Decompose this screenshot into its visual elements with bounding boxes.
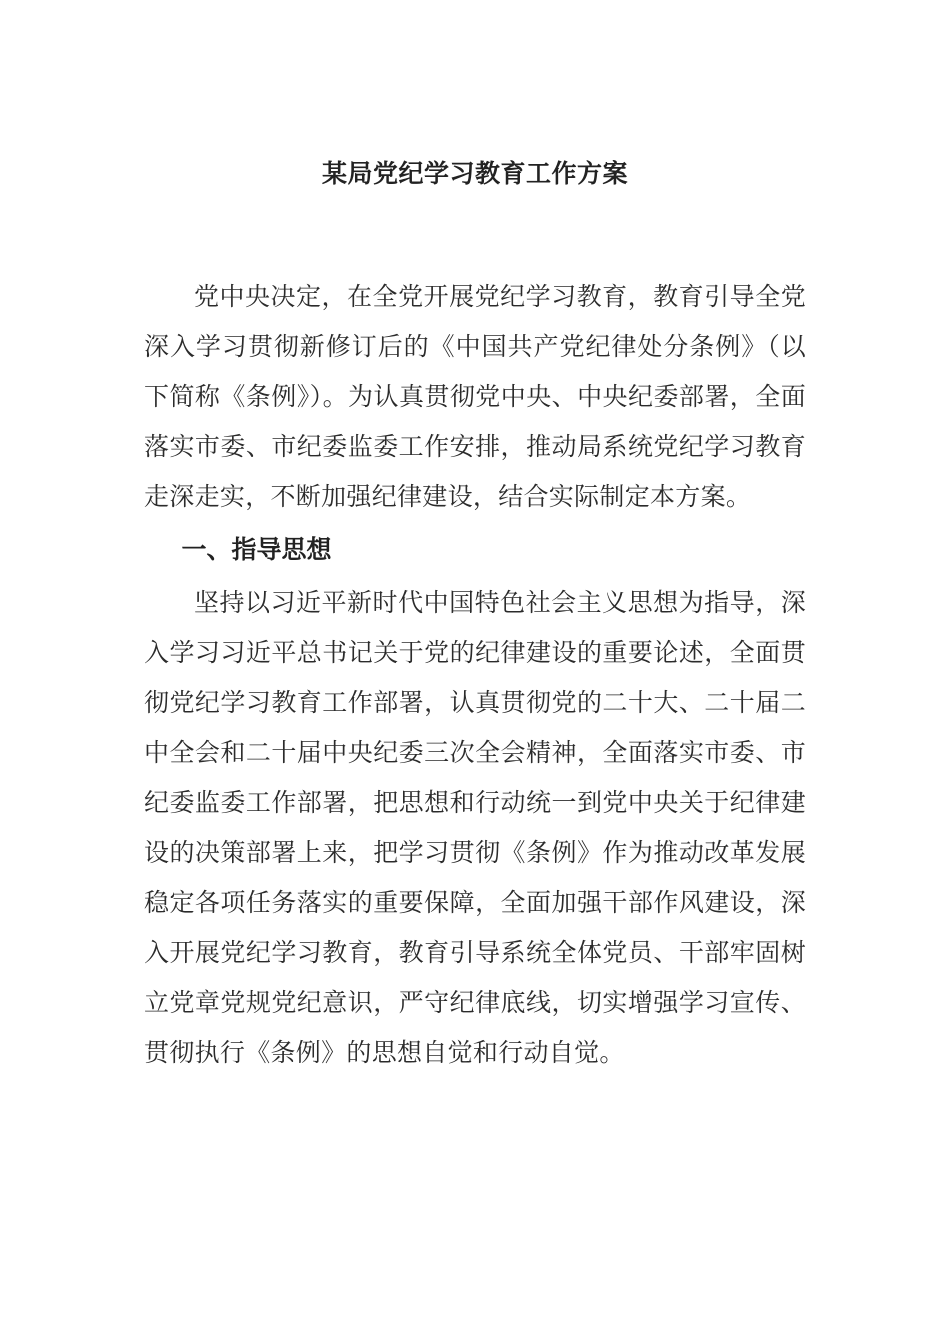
section-1-heading: 一、指导思想 bbox=[181, 535, 332, 564]
section-1-paragraph: 坚持以习近平新时代中国特色社会主义思想为指导，深入学习习近平总书记关于党的纪律建设的重要论述，全面贯彻党纪学习教育工作部署，认真贯彻党的二十大、二十届二中全会和二十届中央纪委三次全会精神，全面落实市委、市纪委监委工作部署，把思想和行动统一到党中央关于纪律建设的决策部署上来，把学习贯彻《条例》作为推动改革发展稳定各项任务落实的重要保障，全面加强干部作风建设，深入开展党纪学习教育，教育引导系统全体党员、干部牢固树立党章党规党纪意识，严守纪律底线，切实增强学习宣传、贯彻执行《条例》的思想自觉和行动自觉。 bbox=[144, 588, 806, 1067]
document-body bbox=[144, 272, 806, 1078]
document-title: 某局党纪学习教育工作方案 bbox=[321, 159, 628, 188]
intro-paragraph: 党中央决定，在全党开展党纪学习教育，教育引导全党深入学习贯彻新修订后的《中国共产党纪律处分条例》（以下简称《条例》）。为认真贯彻党中央、中央纪委部署，全面落实市委、市纪委监委工作安排，推动局系统党纪学习教育走深走实，不断加强纪律建设，结合实际制定本方案。 bbox=[144, 282, 806, 511]
